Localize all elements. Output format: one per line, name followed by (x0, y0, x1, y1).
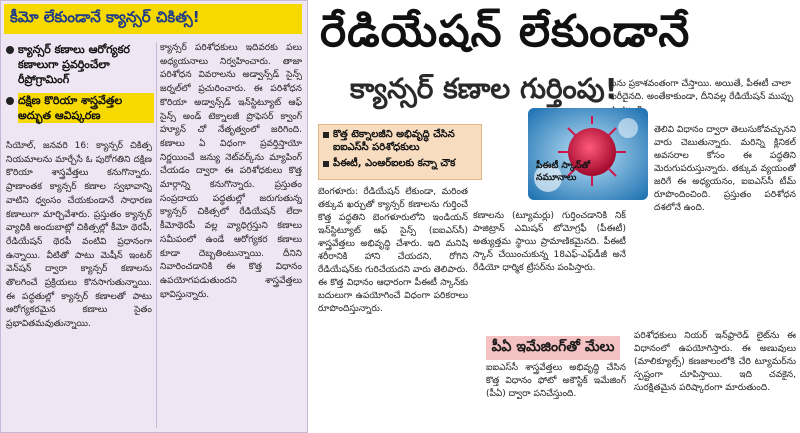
left-body-column-1: సియోల్‌, జనవరి 16: క్యాన్సర్‌ చికిత్స నియమాలను మార్చేసే ఓ పురోగతిని దక్షిణ కొరియా శాస్త్రవేత్తలు కనుగొన్నారు. ప్రాణాంతక క్యాన్సర్‌ కణాల స్వభావాన్ని వాటిని ధ్వంసం చేయకుండానే సాధారణ కణాలుగా మార్చివేశారు. ప్రస్తుతం క్యాన్సర్‌ వ్యాధికి అందుబాట్లో చికిత్సల్లో కీమో థెరపీ, రేడియేషన్‌ థెరపీ వంటివి ప్రధానంగా ఉన్నాయి. వీటితో పాటు మెషీన్‌ ఇంటర్‌ వెన్‌షన్‌ ద్వారా క్యాన్సర్‌ కణాలను తొలగించే ప్రక్రియలు కొనసాగుతున్నాయి. ఈ పద్ధతుల్లో క్యాన్సర్‌ కణాలతో పాటు ఆరోగ్యకరమైన కణాలు సైతం ప్రభావితమవుతున్నాయి. (6, 141, 152, 330)
left-bullet-list (6, 42, 154, 129)
left-body-column-2: క్యాన్సర్‌ పరిశోధకులు ఇదివరకు పలు అధ్యయనాలు నిర్వహించారు. తాజా పరిశోధన వివరాలను అడ్వాన్స్‌డ్‌ సైన్స్‌ జర్నల్‌లో ప్రచురించారు. ఈ పరిశోధన కొరియా అడ్వాన్స్‌డ్‌ ఇన్‌స్టిట్యూట్‌ ఆఫ్‌ సైన్స్‌ అండ్‌ టెక్నాలజీ ప్రొఫెసర్‌ క్వాంగ్‌ హ్యూన్‌ చో నేతృత్వంలో జరిగింది. కణాలు ఏ విధంగా ప్రవర్తిస్తాయో నిర్ణయించే జన్యు నెట్‌వర్క్‌ను మ్యాపింగ్‌ చేయడం ద్వారా ఈ పరిశోధకులు కొత్త మార్గాన్ని కనుగొన్నారు. ప్రస్తుతం సంప్రదాయ పద్ధతుల్లో జరుగుతున్న క్యాన్సర్‌ చికిత్సలో రేడియేషన్‌ లేదా కీమోథెరపీ వల్ల వ్యాధిగ్రస్తుని కణాలు సమీపంలో ఉండే ఆరోగ్యకర కణాలు కూడా దెబ్బతింటున్నాయి. దీనిని నివారించడానికి ఈ కొత్త విధానం ఉపయోగపడుతుందని శాస్త్రవేత్తలు భావిస్తున్నారు. (160, 43, 302, 300)
left-bullet-item (6, 42, 154, 87)
right-subheadline: క్యాన్సర్‌ కణాల గుర్తింపు! (350, 72, 618, 105)
cancer-cell-illustration (528, 108, 648, 200)
highlight-item (319, 125, 481, 154)
image-caption: పీఈటీ స్కాన్‌తో నమూనాలు (536, 161, 591, 183)
bullet-icon (323, 132, 329, 138)
section-heading: పీఏ ఇమేజింగ్‌తో మేలు (486, 336, 620, 360)
right-body-column-3: తెలివి విధానం ద్వారా తెలుసుకోవచ్చునని వారు చెబుతున్నారు. మరిన్ని క్లినికల్‌ అవసరాల కోసం ఈ పద్ధతిని మెరుగుపరుస్తున్నారు. తక్కువ వ్యయంతో జరిగే ఈ అధ్యయనం, ఐఐఎస్‌సీ టీమ్‌ రూపొందించింది. ప్రస్తుతం పరిశోధన దశలోనే ఉంది. (654, 125, 796, 213)
right-body-column-3b: పరిశోధకులు నియర్‌ ఇన్‌ఫ్రారెడ్‌ లైట్‌ను ఈ విధానంలో ఉపయోగిస్తారు. ఈ అణువులు (మాలిక్యూల్స్‌) కణజాలంలోకి చేరి ట్యూమర్‌ను స్పష్టంగా చూపిస్తాయి. ఇది చవకైన, సురక్షితమైన పరిష్కారంగా మారుతుంది. (634, 331, 796, 393)
highlight-text: కొత్త టెక్నాలజీని అభివృద్ధి చేసిన ఐఐఎస్‌సీ పరిశోధకులు (333, 129, 455, 153)
left-bullet-text: క్యాన్సర్‌ కణాలు ఆరోగ్యకర కణాలుగా ప్రవర్తించేలా రీప్రోగ్రామింగ్‌ (18, 43, 130, 86)
right-body-column-2b: ఐఐఎస్‌సీ శాస్త్రవేత్తలు అభివృద్ధి చేసిన కొత్త విధానం ఫోటో అకౌస్టిక్‌ ఇమేజింగ్‌ (పీఏ) ద్వారా పనిచేస్తుంది. (486, 363, 626, 399)
right-col3-top-text: లను ప్రకాశవంతంగా చేస్తాయి. అయితే, పీఈటీ చాలా ఖరీదైనది. అంతేకాకుండా, దీనివల్ల రేడియేషన్‌ ముప్పు (610, 79, 794, 102)
column-divider (156, 42, 157, 428)
highlight-item (319, 154, 481, 170)
highlight-text: పీఈటీ, ఎంఆర్‌ఐలకు కన్నా చౌక (333, 158, 456, 169)
left-bullet-item (6, 93, 154, 123)
bullet-icon (323, 161, 329, 167)
left-bullet-text: దక్షిణ కొరియా శాస్త్రవేత్తల అద్భుత ఆవిష్కరణ (18, 93, 154, 123)
left-article (0, 0, 308, 433)
right-body-column-1: బెంగళూరు: రేడియేషన్‌ లేకుండా, మరింత తక్కువ ఖర్చుతో క్యాన్సర్‌ కణాలను గుర్తించే కొత్త పద్ధతిని బెంగళూరులోని ఇండియన్‌ ఇన్‌స్టిట్యూట్‌ ఆఫ్‌ సైన్స్‌ (ఐఐఎస్‌సీ) శాస్త్రవేత్తలు అభివృద్ధి చేశారు. ఇది మనిషి శరీరానికి హాని చేయదని, రోగిని రేడియేషన్‌కు గురిచేయదని వారు తెలిపారు. ఈ కొత్త విధానం ఆధారంగా పీఈటీ స్కాన్‌కు బదులుగా ఉపయోగించే విధంగా పరికరాలు రూపొందిస్తున్నారు. (318, 187, 468, 314)
right-body-column-2: కణాలను (ట్యూమర్లు) గుర్తించడానికి నిక్‌ పాజిట్రాన్‌ ఎమిషన్‌ టోమోగ్రఫీ (పీఈటీ) అత్యుత్తమ స్థాయి ప్రామాణికమైనది. పీఈటీ స్కాన్‌ చేయించుకున్న 18ఎఫ్‌-ఎఫ్‌డీజీ అనే రేడియో ధార్మిక ట్రేసర్‌ను పంపిస్తారు. (473, 211, 626, 273)
right-article (310, 0, 800, 433)
bullet-icon (6, 97, 14, 105)
right-headline: రేడియేషన్‌ లేకుండానే (320, 6, 691, 57)
bullet-icon (6, 46, 14, 54)
left-headline: కీమో లేకుండానే క్యాన్సర్‌ చికిత్స! (4, 4, 302, 34)
highlights-box (318, 124, 482, 180)
cancer-cell-image (528, 108, 648, 200)
